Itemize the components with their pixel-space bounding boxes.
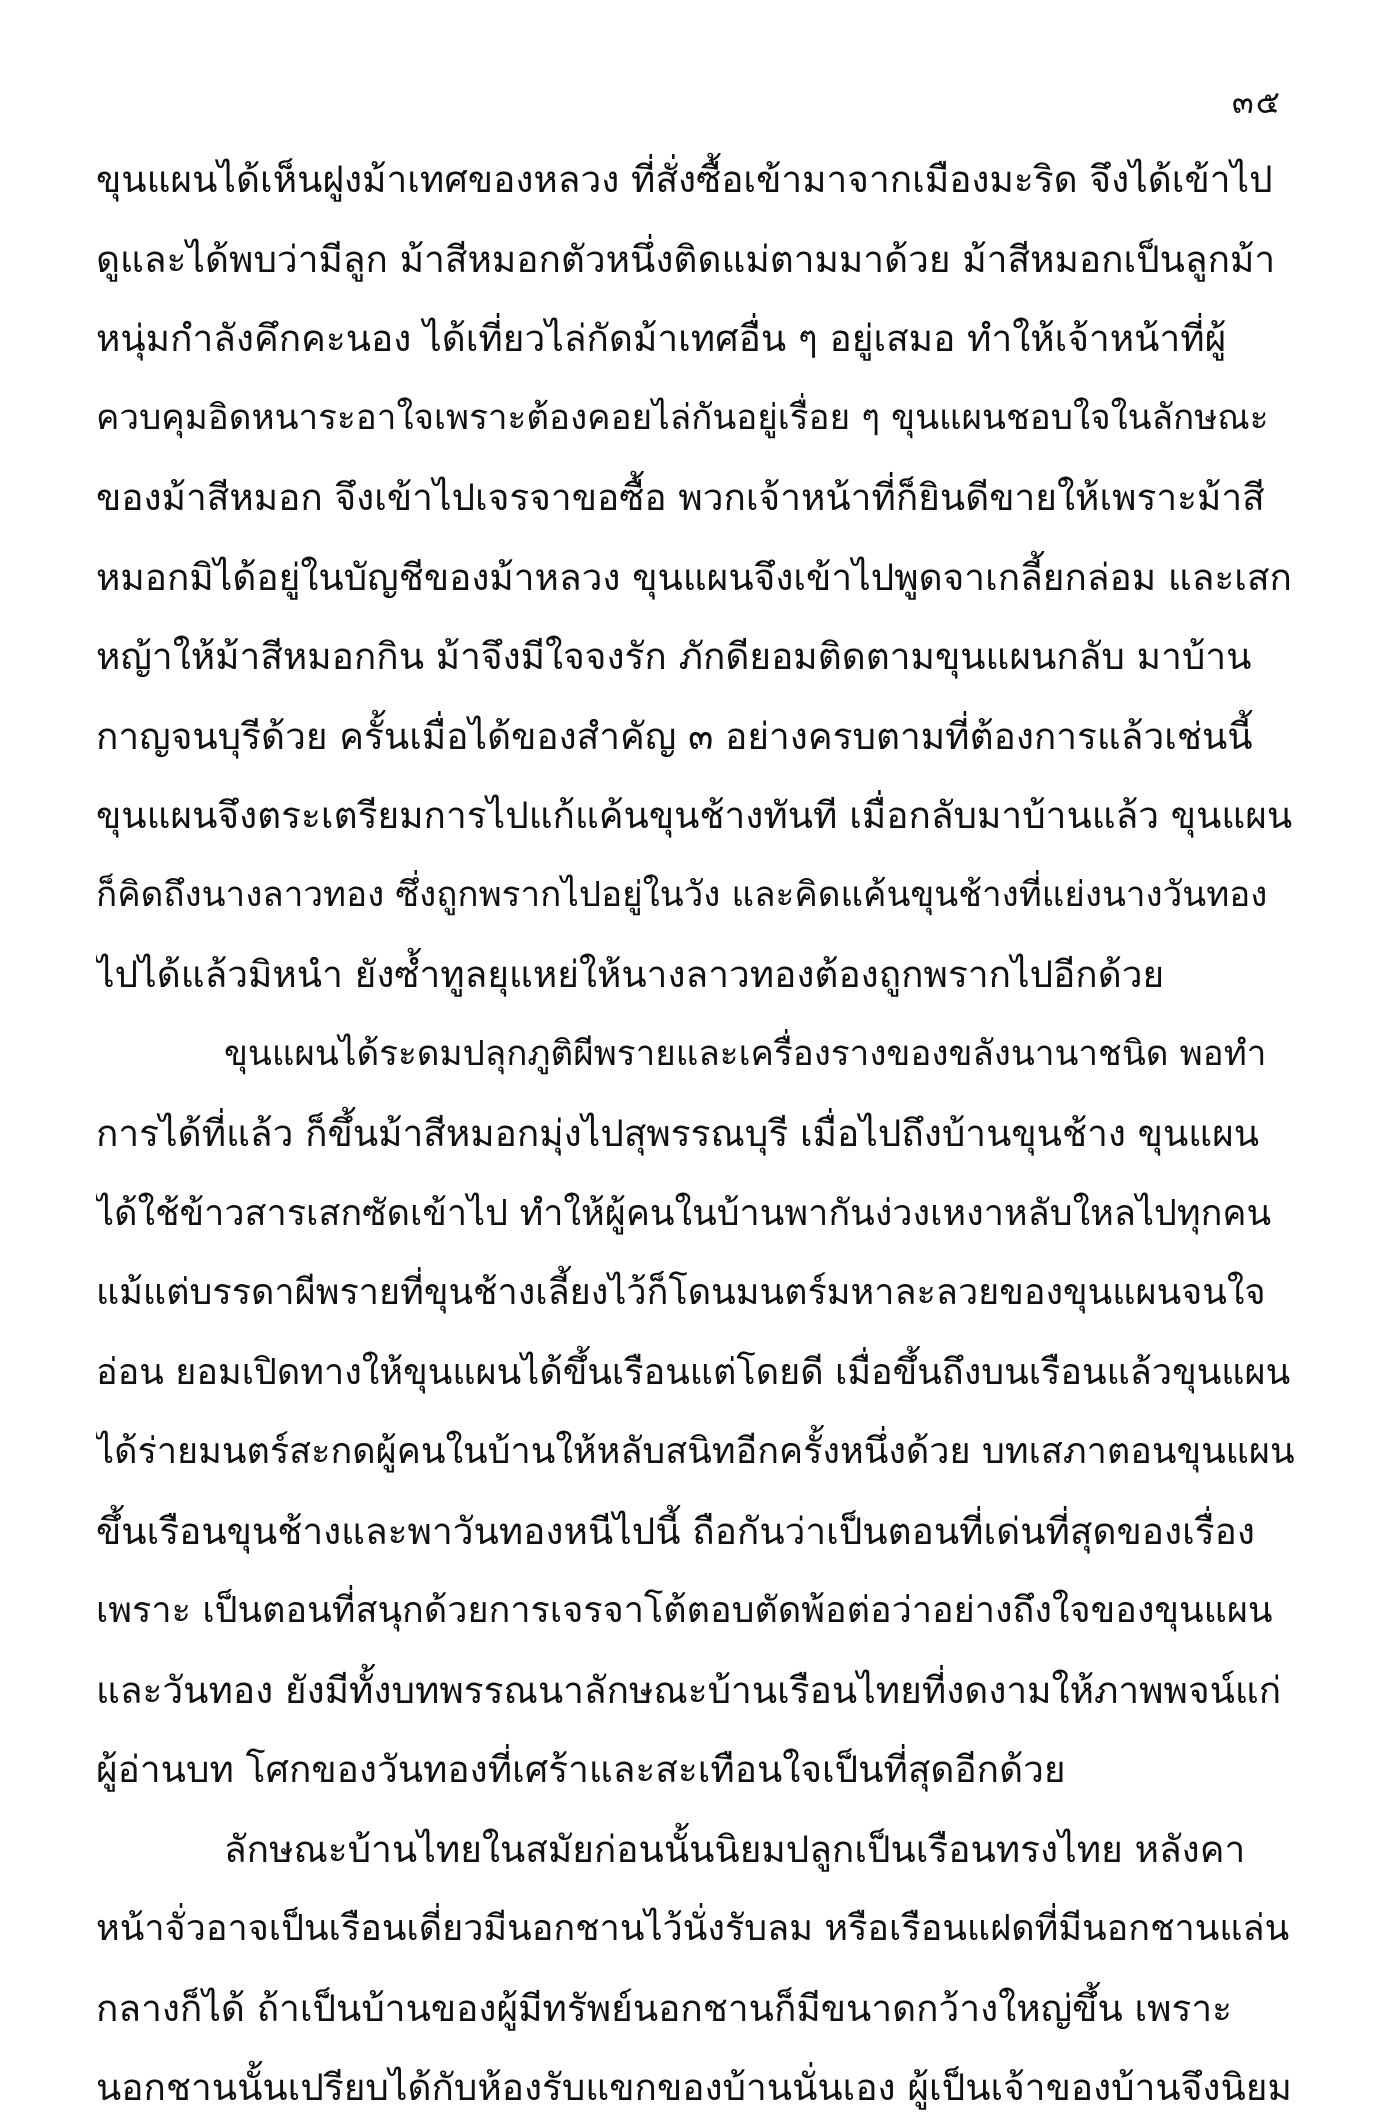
text-line: ขึ้นเรือนขุนช้างและพาวันทองหนีไปนี้ ถือกันว่าเป็นตอนที่เด่นที่สุดของเรื่อง [96,1509,1255,1553]
text-line: หมอกมิได้อยู่ในบัญชีของม้าหลวง ขุนแผนจึงเข้าไปพูดจาเกลี้ยกล่อม และเสก [96,555,1292,599]
text-line: ได้ใช้ข้าวสารเสกซัดเข้าไป ทำให้ผู้คนในบ้านพากันง่วงเหงาหลับใหลไปทุกคน [96,1192,1272,1234]
body-text [96,140,1296,2128]
text-line: นอกชานนั้นเปรียบได้กับห้องรับแขกของบ้านนั่นเอง ผู้เป็นเจ้าของบ้านจึงนิยม [96,2066,1292,2109]
text-line: ผู้อ่านบท โศกของวันทองที่เศร้าและสะเทือนใจเป็นที่สุดอีกด้วย [96,1748,1066,1791]
text-line: หน้าจั่วอาจเป็นเรือนเดี่ยวมีนอกชานไว้นั่งรับลม หรือเรือนแฝดที่มีนอกชานแล่น [96,1908,1290,1949]
text-line: กลางก็ได้ ถ้าเป็นบ้านของผู้มีทรัพย์นอกชานก็มีขนาดกว้างใหญ่ขึ้น เพราะ [96,1986,1233,2030]
text-line: ดูและได้พบว่ามีลูก ม้าสีหมอกตัวหนึ่งติดแม่ตามมาด้วย ม้าสีหมอกเป็นลูกม้า [96,237,1276,281]
text-line: กาญจนบุรีด้วย ครั้นเมื่อได้ของสำคัญ ๓ อย่างครบตามที่ต้องการแล้วเช่นนี้ [96,714,1253,758]
text-line: และวันทอง ยังมีทั้งบทพรรณนาลักษณะบ้านเรือนไทยที่งดงามให้ภาพพจน์แก่ [96,1668,1282,1712]
text-line: ไปได้แล้วมิหนำ ยังซ้ำทูลยุแหย่ให้นางลาวทองต้องถูกพรากไปอีกด้วย [96,953,1165,996]
text-line: ลักษณะบ้านไทยในสมัยก่อนนั้นนิยมปลูกเป็นเรือนทรงไทย หลังคา [224,1827,1246,1871]
text-line: ก็คิดถึงนางลาวทอง ซึ่งถูกพรากไปอยู่ในวัง และคิดแค้นขุนช้างที่แย่งนางวันทอง [96,874,1268,915]
text-line: ได้ร่ายมนตร์สะกดผู้คนในบ้านให้หลับสนิทอีกครั้งหนึ่งด้วย บทเสภาตอนขุนแผน [96,1431,1295,1472]
text-line: หญ้าให้ม้าสีหมอกกิน ม้าจึงมีใจจงรัก ภักดียอมติดตามขุนแผนกลับ มาบ้าน [96,635,1252,678]
text-line: อ่อน ยอมเปิดทางให้ขุนแผนได้ขึ้นเรือนแต่โดยดี เมื่อขึ้นถึงบนเรือนแล้วขุนแผน [96,1351,1291,1393]
text-line: ขุนแผนจึงตระเตรียมการไปแก้แค้นขุนช้างทันที เมื่อกลับมาบ้านแล้ว ขุนแผน [96,794,1293,837]
text-line: แม้แต่บรรดาผีพรายที่ขุนช้างเลี้ยงไว้ก็โดนมนตร์มหาละลวยของขุนแผนจนใจ [96,1272,1266,1313]
text-line: เพราะ เป็นตอนที่สนุกด้วยการเจรจาโต้ตอบตัดพ้อต่อว่าอย่างถึงใจของขุนแผน [96,1590,1273,1631]
text-line: ควบคุมอิดหนาระอาใจเพราะต้องคอยไล่กันอยู่เรื่อย ๆ ขุนแผนชอบใจในลักษณะ [96,397,1269,438]
text-line: หนุ่มกำลังคึกคะนอง ได้เที่ยวไล่กัดม้าเทศอื่น ๆ อยู่เสมอ ทำให้เจ้าหน้าที่ผู้ [96,317,1227,360]
text-line: ของม้าสีหมอก จึงเข้าไปเจรจาขอซื้อ พวกเจ้าหน้าที่ก็ยินดีขายให้เพราะม้าสี [96,476,1265,519]
text-line: การได้ที่แล้ว ก็ขึ้นม้าสีหมอกมุ่งไปสุพรรณบุรี เมื่อไปถึงบ้านขุนช้าง ขุนแผน [96,1112,1260,1155]
page-number: ๓๕ [1231,83,1282,121]
text-line: ขุนแผนได้ระดมปลุกภูติผีพรายและเครื่องรางของขลังนานาชนิด พอทำ [224,1033,1267,1074]
text-line: ขุนแผนได้เห็นฝูงม้าเทศของหลวง ที่สั่งซื้อเข้ามาจากเมืองมะริด จึงได้เข้าไป [96,158,1273,201]
